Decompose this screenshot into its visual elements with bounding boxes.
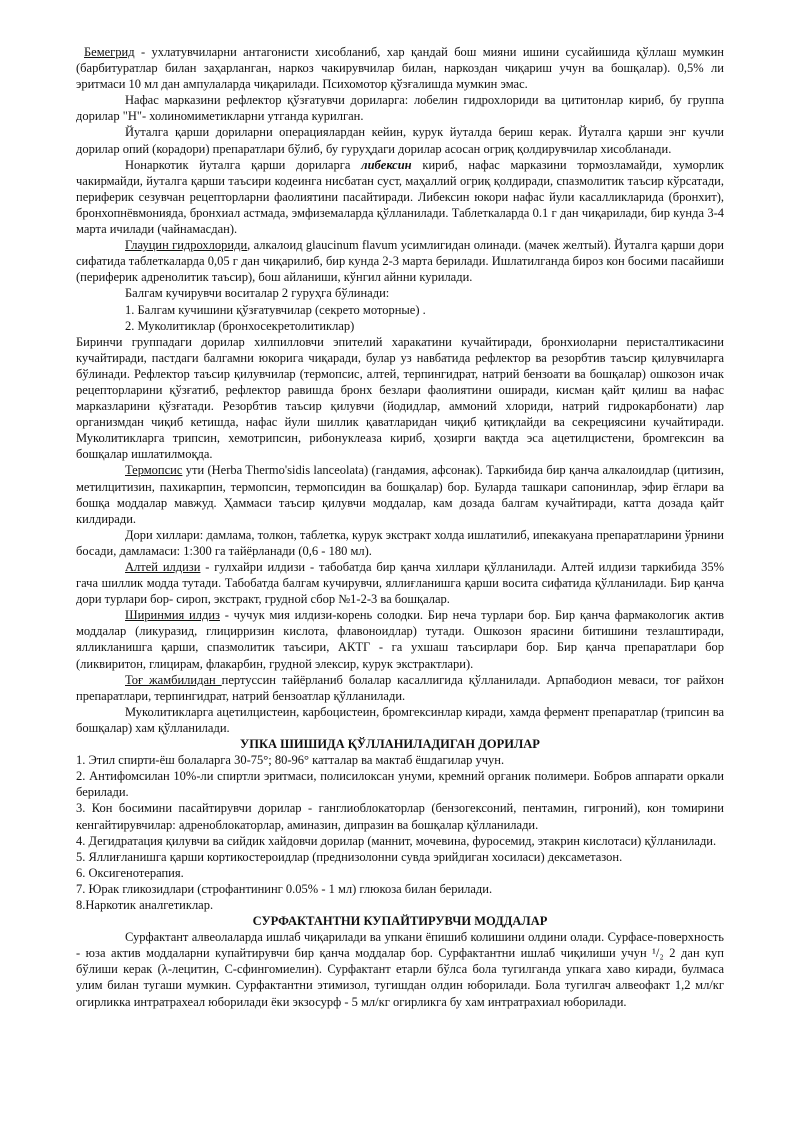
paragraph-antitussives: Йуталга қарши дориларни операциялардан кейин, курук йуталда бериш керак. Йуталга қарши энг кучли дорилар опий (корадори) препаратлари бўлиб, бу гуруҳдаги дорилар асосан огриқ қолдирувчилар хисобланади.	[76, 125, 724, 156]
paragraph-text: , алкалоид glaucinum flavum усимлигидан олинади. (мачек желтый). Йуталга қарши дори сифатида таблеткаларда 0,05 г дан чиқарилиб, бир кунда 2-3 марта берилади. Ишлатилганда бироз кон босими пасайиши (периферик адренолитик таъсир), бош айланиши, кўнгил айнни курилади.	[76, 238, 724, 285]
group-item-1: 1. Балгам кучишини қўзғатувчилар (секрето моторные) .	[125, 302, 426, 317]
paragraph-expectorant-groups: Балгам кучирувчи воситалар 2 гуруҳга бўлинади:	[125, 286, 390, 301]
paragraph-surfactant	[76, 929, 724, 1009]
list-item: 8.Наркотик аналгетиклар.	[76, 897, 214, 912]
list-item: 6. Оксигенотерапия.	[76, 865, 184, 880]
term-althaea: Алтей илдизи	[125, 560, 201, 574]
group-item-2: 2. Муколитиклар (бронхосекретолитиклар)	[125, 318, 355, 333]
list-item: 7. Юрак гликозидлари (строфантининг 0.05% - 1 мл) глюкоза билан берилади.	[76, 881, 493, 896]
paragraph-thyme	[76, 672, 724, 704]
paragraph-text: - ухлатувчиларни антагонисти хисобланиб, хар қандай бош мияни ишини сусайишида қўллаш мумкин (барбитуратлар билан заҳарланган, наркоз чакирувчилар билан, наркоздан чиқариш учун ва бошқалар). 0,5% ли эритмаси 10 мл дан ампулаларда чиқарилади. Психомотор қўзғалишда мумкин эмас.	[76, 45, 724, 92]
paragraph-bemegrid	[76, 44, 724, 92]
paragraph-text: кириб, нафас марказини тормозламайди, хуморлик чакирмайди, йуталга қарши таъсири кодеинга нисбатан суст, маҳаллий огриқ қолдиради, спазмолитик таъсир кўрсатади, периферик сезувчан рецепторларни фаолиятини пасайтиради. Либексин юкори нафас йули касалликларида (бронхит), бронхопнёвмонияда, бронхиал астмада, эмфиземаларда қўлланилади. Таблеткаларда 0.1 г дан чиқарилади, бир кунда 3-4 марта ичилади (чайнамасдан).	[76, 157, 724, 237]
paragraph-text: - чучук мия илдизи-корень солодки. Бир неча турлари бор. Бир қанча фармакологик актив моддалар (ликуразид, глицирризин кислота, флавоноидлар) тутади. Ошкозон ярасини битишини тезлаштиради, ялликланишга қарши, спазмолитик таъсири, АКТГ - га ухшаш таъсирлари бор. Бир қанча препаратлари бор (ликвиритон, глицирам, флакарбин, грудной элексир, курук экстрактлари).	[76, 608, 724, 671]
list-item: 5. Яллиғланишга қарши кортикостероидлар (преднизолонни сувда эрийдиган хосиласи) дексаметазон.	[76, 849, 623, 864]
paragraph-dosage-forms: Дори хиллари: дамлама, толкон, таблетка, курук экстракт холда ишлатилиб, ипекакуана препаратларини ўрнини босади, дамламаси: 1:300 га тайёрланади (0,6 - 180 мл).	[76, 527, 724, 558]
list-item: 2. Антифомсилан 10%-ли спиртли эритмаси, полисилоксан унуми, кремний органик полимери. Бобров аппарати оркали берилади.	[76, 769, 724, 800]
list-item: 1. Этил спирти-ёш болаларга 30-75°; 80-96° катталар ва мактаб ёшдагилар учун.	[76, 753, 505, 768]
paragraph-mucolytics: Муколитикларга ацетилцистеин, карбоцистеин, бромгексинлар киради, хамда фермент препаратлар (трипсин ва бошқалар) хам қўлланилади.	[76, 704, 724, 735]
term-thyme: Тоғ жамбилидан	[125, 672, 222, 687]
paragraph-text: Нонаркотик йуталга қарши дориларга	[125, 157, 362, 172]
paragraph-text: - гулхайри илдизи - табобатда бир қанча хиллари қўлланилади. Алтей илдизи таркибида 35% гача шиллик модда тутади. Табобатда балгам кучирувчи, яллиғланишга қарши восита сифатида қўлланилади. Бир қанча дори турлари бор- сироп, экстракт, грудной сбор №1-2-3 ва бошқалар.	[76, 560, 725, 607]
paragraph-althaea	[76, 559, 724, 607]
paragraph-licorice	[76, 607, 724, 671]
paragraph-libexin	[76, 157, 724, 237]
fraction: ¹/₂	[652, 946, 664, 961]
paragraph-reflex-stimulants: Нафас марказини рефлектор қўзғатувчи дориларга: лобелин гидрохлориди ва цититонлар кириб, бу группа дорилар "Н"- холиномиметикларни утганда курилган.	[76, 93, 724, 124]
term-licorice: Ширинмия илдиз	[125, 608, 220, 623]
paragraph-text: 2 дан куп бўлиши керак (λ-лецитин, С-сфингомиелин). Сурфактант етарли бўлса бола тугилганда упкага хаво киради, булмаса улим билан тугаши мумкин. Сурфактантни этимизол, тугишдан олдин юборилади. Бола тугилгач алвеофакт 1,2 мл/кг огирликка интратрахеал юборилади ёки экзосурф - 5 мл/кг огирликга бу хам интратрахиал юборилади.	[76, 946, 724, 1009]
term-libexin: либексин	[361, 157, 412, 172]
paragraph-first-group: Биринчи группадаги дорилар хилпилловчи эпителий харакатини кучайтиради, бронхиоларни перисталтикасини кучайтиради, пастдаги балгамни юкорига чиқаради, булар уз навбатида рефлектор ва резорбтив таъсир қилувчиларга бўлинади. Рефлектор таъсир қилувчилар (термопсис, алтей, терпингидрат, натрий бензоати ва бошқалар) ошкозон ичак рецепторларини қўзғатиб, рефлектор равишда бронх безлари фаолиятини оширади, кисман қайт қилиш ва нафас марказларини қўзғатади. Резорбтив таъсир қилувчи (йодидлар, аммоний хлориди, натрий гидрокарбонати) лар организмдан чиқиб кетишда, нафас йули шиллик қаватларидан чиқиб қитиқлайди ва секрециясини кучайтиради. Муколитикларга трипсин, хемотрипсин, рибонуклеаза кириб, ҳозирги вақтда эса ацетилцистени, бромгексин ва бошқалар ишлатилмоқда.	[76, 334, 724, 462]
paragraph-thermopsis	[76, 462, 724, 526]
term-bemegrid: Бемегрид	[84, 45, 135, 59]
drug-list	[76, 752, 724, 913]
term-glaucine: Глауцин гидрохлориди	[125, 238, 248, 253]
term-thermopsis: Термопсис	[125, 463, 183, 478]
paragraph-text: ути (Herba Thermo'sidis lanceolata) (гандамия, афсонак). Таркибида бир қанча алкалоидлар (цитизин, метилцитизин, пахикарпин, термопсин, термопсидин ва бошқалар) бор. Буларда ташкари сапонинлар, эфир ёглари ва бошқа моддалар мавжуд. Ҳаммаси таъсир қилувчи моддалар, кам дозада балгам кучайтиради, катта дозада қайт килдиради.	[76, 463, 724, 526]
section-heading-pulmonary-edema: УПКА ШИШИДА ҚЎЛЛАНИЛАДИГАН ДОРИЛАР	[240, 737, 540, 752]
paragraph-text: Сурфактант алвеолаларда ишлаб чиқарилади ва упкани ёпишиб колишини олдини олади. Сурфасе-поверхность - юза актив моддаларни купайтирувчи бир қанча моддалар бор. Сурфактантни ишлаб чиқилиши учун	[76, 930, 724, 961]
paragraph-glaucine	[76, 237, 724, 285]
list-item: 4. Дегидратация қилувчи ва сийдик хайдовчи дорилар (маннит, мочевина, фуросемид, этакрин кислотаси) қўлланилади.	[76, 833, 717, 848]
section-heading-surfactant: СУРФАКТАНТНИ КУПАЙТИРУВЧИ МОДДАЛАР	[252, 914, 548, 929]
list-item: 3. Кон босимини пасайтирувчи дорилар - ганглиоблокаторлар (бензогексоний, пентамин, гигроний), кон томирини кенгайтирувчилар: адреноблокаторлар, аминазин, дипразин ва бошқалар қўлланилади.	[76, 801, 724, 832]
paragraph-text: пертуссин тайёрланиб болалар касаллигида қўлланилади. Арпабодион меваси, тоғ райхон препаратлари, терпингидрат, натрий бензоатлар қўлланилади.	[76, 672, 724, 703]
